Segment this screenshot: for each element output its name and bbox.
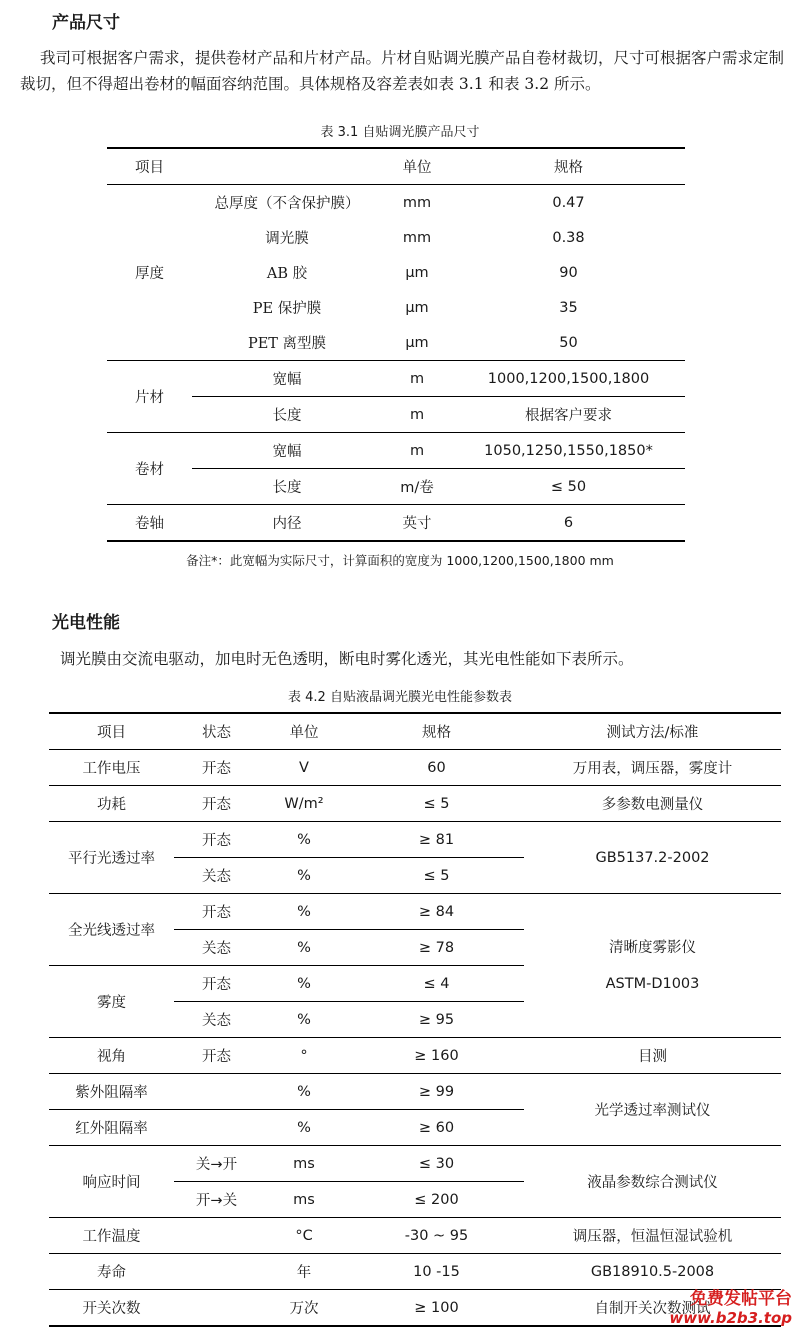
- cell-spec: 0.38: [552, 229, 585, 246]
- table2-caption: 表 4.2 自贴液晶调光膜光电性能参数表: [288, 690, 512, 705]
- header-spec: 规格: [554, 160, 583, 176]
- table-row: [107, 290, 685, 325]
- table-row: [49, 1254, 781, 1290]
- method-line: ASTM-D1003: [605, 975, 700, 992]
- table-row: [49, 822, 781, 858]
- cell-state: [174, 1074, 259, 1110]
- cell-state: 开态: [202, 1049, 231, 1065]
- cell-unit: m/卷: [400, 480, 434, 496]
- cell-spec: ≤ 200: [414, 1191, 459, 1208]
- table-row: [49, 1074, 781, 1110]
- cell-spec: 90: [559, 264, 578, 281]
- cell-spec: ≥ 81: [418, 831, 455, 848]
- cell-spec: ≥ 95: [418, 1011, 455, 1028]
- cell-unit: μm: [405, 334, 429, 351]
- cell-spec: 10 -15: [413, 1263, 460, 1280]
- cell-spec: 50: [559, 334, 578, 351]
- cell-name: PET 离型膜: [247, 336, 327, 352]
- cell-unit: %: [297, 1119, 311, 1136]
- group-reel: 卷轴: [135, 516, 164, 532]
- optoelectronic-table: [49, 712, 781, 1327]
- cell-name: 长度: [272, 480, 302, 496]
- cell-unit: 年: [296, 1265, 312, 1281]
- header-item: 项目: [135, 160, 164, 176]
- cell-unit: m: [409, 406, 425, 423]
- cell-state: 开态: [202, 977, 231, 993]
- cell-spec: 1050,1250,1550,1850*: [484, 442, 653, 459]
- header-unit: 单位: [289, 725, 319, 741]
- cell-unit: %: [297, 1011, 311, 1028]
- cell-state: 开态: [202, 833, 231, 849]
- cell-item: 平行光透过率: [68, 851, 155, 867]
- cell-spec: -30 ~ 95: [404, 1227, 469, 1244]
- cell-method: 多参数电测量仪: [601, 797, 704, 813]
- cell-method-haze: [524, 894, 781, 1038]
- table-row: [107, 505, 685, 542]
- cell-unit: %: [297, 831, 311, 848]
- table-row: [49, 894, 781, 930]
- cell-unit: 英寸: [402, 516, 432, 532]
- cell-method: 自制开关次数测试: [594, 1301, 711, 1317]
- cell-unit: °: [300, 1047, 308, 1064]
- cell-item: 紫外阻隔率: [75, 1085, 148, 1101]
- cell-state: 关态: [202, 1013, 231, 1029]
- cell-state: 开→关: [195, 1193, 238, 1209]
- cell-item: 视角: [97, 1049, 126, 1065]
- table-row: [107, 469, 685, 505]
- header-item: 项目: [97, 725, 126, 741]
- cell-method: 万用表，调压器，雾度计: [572, 761, 733, 777]
- cell-state: [174, 1218, 259, 1254]
- cell-item: 寿命: [97, 1265, 126, 1281]
- table-header-row: [49, 713, 781, 750]
- cell-state: 开态: [202, 761, 231, 777]
- cell-name: 长度: [272, 408, 302, 424]
- cell-item: 工作电压: [82, 761, 141, 777]
- cell-state: [174, 1290, 259, 1327]
- dimensions-table: [107, 147, 685, 542]
- cell-method: 调压器，恒温恒湿试验机: [572, 1229, 733, 1245]
- cell-spec: ≤ 5: [423, 867, 450, 884]
- cell-spec: ≥ 99: [418, 1083, 455, 1100]
- cell-unit: mm: [402, 194, 432, 211]
- watermark: [669, 1290, 792, 1328]
- cell-unit: %: [297, 975, 311, 992]
- cell-spec: 根据客户要求: [525, 408, 612, 424]
- cell-unit: ms: [293, 1191, 315, 1208]
- cell-method: GB18910.5-2008: [590, 1263, 715, 1280]
- cell-unit: μm: [405, 299, 429, 316]
- cell-spec: ≥ 60: [418, 1119, 455, 1136]
- cell-spec: ≥ 84: [418, 903, 455, 920]
- table-row: [49, 1038, 781, 1074]
- table-row: [107, 397, 685, 433]
- cell-unit: 万次: [289, 1301, 319, 1317]
- cell-item: 功耗: [97, 797, 126, 813]
- group-roll: 卷材: [135, 462, 164, 478]
- cell-unit: °C: [295, 1227, 313, 1244]
- table-row: [107, 433, 685, 469]
- watermark-line1: 免费发帖平台: [690, 1289, 792, 1309]
- cell-item: 雾度: [97, 995, 126, 1011]
- group-thickness: 厚度: [135, 266, 164, 282]
- cell-unit: %: [297, 867, 311, 884]
- cell-unit: %: [297, 1083, 311, 1100]
- cell-spec: 6: [563, 514, 574, 531]
- cell-state: 关态: [202, 869, 231, 885]
- cell-name: 宽幅: [272, 372, 302, 388]
- header-blank: [192, 148, 382, 185]
- cell-method: 液晶参数综合测试仪: [587, 1175, 718, 1191]
- cell-item: 响应时间: [82, 1175, 141, 1191]
- cell-name: PE 保护膜: [252, 301, 322, 317]
- table1-note: 备注*：此宽幅为实际尺寸，计算面积的宽度为 1000,1200,1500,1800 mm: [186, 553, 614, 568]
- cell-unit: m: [409, 370, 425, 387]
- cell-unit: W/m²: [284, 795, 324, 812]
- cell-unit: μm: [405, 264, 429, 281]
- cell-name: 调光膜: [265, 231, 309, 247]
- header-unit: 单位: [402, 160, 432, 176]
- table-row: [49, 750, 781, 786]
- table1-caption: 表 3.1 自贴调光膜产品尺寸: [320, 125, 480, 140]
- table-row: [107, 255, 685, 290]
- table-row: [49, 1218, 781, 1254]
- cell-method: GB5137.2-2002: [595, 849, 710, 866]
- cell-unit: %: [297, 939, 311, 956]
- method-line: 清晰度雾影仪: [609, 939, 696, 956]
- cell-name: 内径: [272, 516, 302, 532]
- cell-spec: ≤ 30: [418, 1155, 455, 1172]
- section-heading-optoelectronic: 光电性能: [52, 613, 120, 633]
- cell-spec: ≥ 100: [414, 1299, 459, 1316]
- cell-method: 光学透过率测试仪: [594, 1103, 711, 1119]
- table-row: [49, 1146, 781, 1182]
- cell-state: 关→开: [195, 1157, 238, 1173]
- header-method: 测试方法/标准: [606, 725, 699, 741]
- cell-spec: 1000,1200,1500,1800: [487, 370, 650, 387]
- table-row: [49, 786, 781, 822]
- cell-spec: ≥ 78: [418, 939, 455, 956]
- cell-spec: 35: [559, 299, 578, 316]
- cell-state: [174, 1254, 259, 1290]
- cell-name: 总厚度（不含保护膜）: [214, 196, 360, 212]
- table-row: [107, 361, 685, 397]
- cell-method: 目测: [638, 1049, 667, 1065]
- cell-unit: %: [297, 903, 311, 920]
- cell-name: 宽幅: [272, 444, 302, 460]
- dimensions-paragraph: 我司可根据客户需求，提供卷材产品和片材产品。片材自贴调光膜产品自卷材裁切，尺寸可根据客户需求定制裁切，但不得超出卷材的幅面容纳范围。具体规格及容差表如表 3.1 和表 3.2 所示。: [20, 49, 785, 93]
- cell-state: [174, 1110, 259, 1146]
- cell-item: 红外阻隔率: [75, 1121, 148, 1137]
- group-sheet: 片材: [135, 390, 164, 406]
- cell-name: AB 胶: [266, 266, 308, 282]
- cell-unit: V: [299, 759, 309, 776]
- cell-item: 全光线透过率: [68, 923, 155, 939]
- cell-spec: 0.47: [552, 194, 585, 211]
- cell-state: 开态: [202, 905, 231, 921]
- cell-unit: m: [409, 442, 425, 459]
- cell-spec: 60: [427, 759, 446, 776]
- header-state: 状态: [202, 725, 231, 741]
- cell-unit: ms: [293, 1155, 315, 1172]
- table-row: [107, 220, 685, 255]
- cell-spec: ≤ 5: [423, 795, 450, 812]
- cell-unit: mm: [402, 229, 432, 246]
- cell-spec: ≥ 160: [414, 1047, 459, 1064]
- cell-spec: ≤ 50: [550, 478, 587, 495]
- cell-item: 工作温度: [82, 1229, 141, 1245]
- cell-state: 开态: [202, 797, 231, 813]
- cell-item: 开关次数: [82, 1301, 141, 1317]
- table-header-row: [107, 148, 685, 185]
- watermark-line2: www.b2b3.top: [669, 1309, 792, 1327]
- optoelectronic-paragraph: 调光膜由交流电驱动，加电时无色透明，断电时雾化透光，其光电性能如下表所示。: [60, 650, 634, 668]
- header-spec: 规格: [422, 725, 451, 741]
- cell-spec: ≤ 4: [423, 975, 450, 992]
- cell-state: 关态: [202, 941, 231, 957]
- table-row: [107, 185, 685, 221]
- table-row: [107, 325, 685, 361]
- section-heading-dimensions: 产品尺寸: [52, 13, 120, 33]
